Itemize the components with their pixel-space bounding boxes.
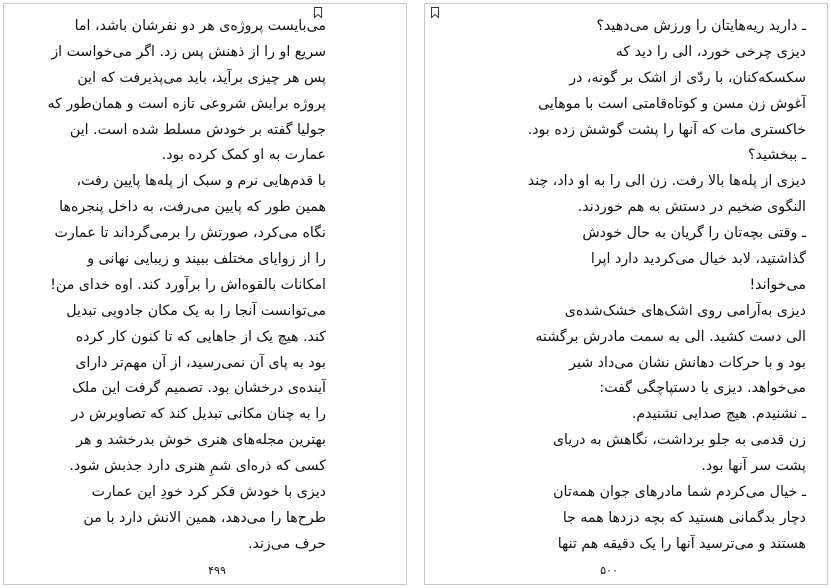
left-page-text <box>47 14 326 558</box>
text-line: حرف می‌زند. <box>248 535 326 552</box>
text-line: جولیا گفته بر خودش مسلط شده است. این <box>69 121 326 138</box>
text-line: امکانات بالقوه‌اش را برآورد کند. اوه خدای من! <box>50 276 326 293</box>
text-line: همین طور که پایین می‌رفت، به داخل پنجره‌ها <box>59 199 326 216</box>
text-line: زن قدمی به جلو برداشت، نگاهش به دریای <box>552 432 806 449</box>
text-line: طرح‌ها را می‌دهد، همین الانش دارد با من <box>83 509 326 526</box>
text-line: بهترین مجله‌های هنری خوش بدرخشد و هر <box>76 432 326 449</box>
text-line: ـ دارید ریه‌هایتان را ورزش می‌دهید؟ <box>596 18 806 34</box>
text-line: پشت سر آنها بود. <box>701 458 806 475</box>
text-line: بود به پای آن نمی‌رسید، از آن مهم‌تر دارای <box>75 354 326 371</box>
text-line: سریع او را از ذهنش پس زد. اگر می‌خواست از <box>51 43 326 60</box>
text-line: کسی که ذره‌ای شمِ هنری دارد جذبش شود. <box>69 458 326 475</box>
page-number: ۵۰۰ <box>600 564 618 577</box>
text-line: خاکستری مات که آنها را پشت گوشش زده بود. <box>527 121 806 138</box>
text-line: دیزی از پله‌ها بالا رفت. زن الی را به او داد، چند <box>527 173 806 190</box>
text-line: دیزی به‌آرامی روی اشک‌های خشک‌شده‌ی <box>564 302 806 319</box>
text-line: را از زوایای مختلف ببیند و زیبایی نهانی و <box>87 251 326 268</box>
text-line: سکسکه‌کنان، با ردّی از اشک بر گونه، در <box>569 69 806 86</box>
text-line: ـ وقتی بچه‌تان را گریان به حال خودش <box>582 225 806 242</box>
text-line: آغوش زن مسن و کوتاه‌قامتی است با موهایی <box>538 95 806 112</box>
text-line: دچار بدگمانی هستید که بچه دزدها همه جا <box>562 509 806 526</box>
text-line: می‌توانست آنجا را به یک مکان جادویی تبدیل <box>66 302 326 319</box>
text-line: را به چنان مکانی تبدیل کند که تصاویرش در <box>71 406 326 423</box>
text-line: عمارت به او کمک کرده بود. <box>161 147 326 164</box>
bookmark-icon[interactable] <box>431 7 439 18</box>
text-line: ـ خیال می‌کردم شما مادرهای جوان همه‌تان <box>553 484 806 501</box>
text-line: آینده‌ی درخشان بود. تصمیم گرفت این ملک <box>72 380 326 397</box>
text-line: پس هر چیزی برآید، باید می‌پذیرفت که این <box>77 69 326 86</box>
text-line: می‌بایست پروژه‌ی هر دو نفرشان باشد، اما <box>74 18 326 34</box>
text-line: گذاشتید، لابد خیال می‌کردید دارد اپرا <box>590 251 806 268</box>
text-line: پروژه برایش شروعی تازه است و همان‌طور که <box>47 95 326 112</box>
text-line: با قدم‌هایی نرم و سبک از پله‌ها پایین رفت، <box>76 173 326 190</box>
right-page <box>424 3 828 585</box>
text-line: الی دست کشید. الی به سمت مادرش برگشته <box>535 328 806 345</box>
text-line: می‌خواهد. دیزی با دستپاچگی گفت: <box>599 380 806 397</box>
page-number: ۴۹۹ <box>208 564 226 577</box>
right-page-text <box>515 14 806 558</box>
text-line: بود و با حرکات دهانش نشان می‌داد شیر <box>569 354 806 371</box>
text-line: النگوی ضخیم در دستش به هم خوردند. <box>577 199 806 216</box>
left-page <box>3 3 407 585</box>
text-line: دیزی چرخی خورد، الی را دید که <box>615 43 806 60</box>
text-line: ـ ببخشید؟ <box>748 147 806 164</box>
text-line: کند. هیچ یک از جاهایی که تا کنون کار کرده <box>75 328 326 345</box>
text-line: هستند و می‌ترسید آنها را یک دقیقه هم تنها <box>557 535 806 552</box>
text-line: دیزی با خودش فکر کرد خودِ این عمارت <box>91 484 326 501</box>
text-line: ـ نشنیدم. هیچ صدایی نشنیدم. <box>631 406 806 423</box>
text-line: نگاه می‌کرد، صورتش را برمی‌گرداند تا عمارت <box>54 225 326 242</box>
text-line: می‌خواند! <box>749 276 806 293</box>
